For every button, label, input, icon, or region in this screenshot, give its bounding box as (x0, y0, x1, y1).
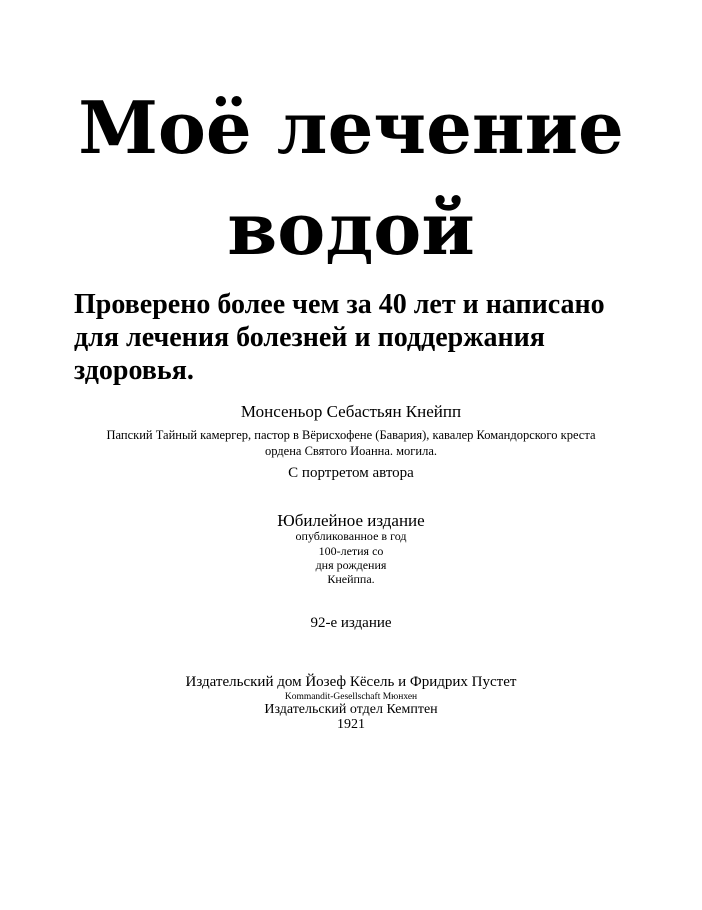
publication-year: 1921 (337, 717, 365, 732)
publisher-company: Kommandit-Gesellschaft Мюнхен (284, 692, 418, 702)
publisher-name: Издательский дом Йозеф Кёсель и Фридрих Пустет (185, 674, 517, 690)
subtitle-line-2: для лечения болезней и поддержания (74, 322, 545, 353)
title-line-1: Моё лечение (78, 85, 624, 170)
title-line-2: водой (227, 186, 475, 271)
subtitle-line-3: здоровья. (74, 355, 194, 386)
edition-number: 92-е издание (310, 615, 392, 631)
jubilee-line-4: Кнейппа. (327, 572, 375, 586)
jubilee-line-2: 100-летия со (318, 544, 384, 558)
author-titles-line-1: Папский Тайный камергер, пастор в Вёрисхофене (Бавария), кавалер Командорского креста (106, 428, 596, 442)
portrait-note: С портретом автора (288, 465, 414, 481)
author-titles-line-2: ордена Святого Иоанна. могила. (264, 444, 438, 458)
jubilee-line-1: опубликованное в год (295, 529, 407, 543)
jubilee-heading: Юбилейное издание (277, 511, 425, 530)
subtitle-line-1: Проверено более чем за 40 лет и написано (74, 289, 605, 320)
author-name: Монсеньор Себастьян Кнейпп (240, 402, 462, 421)
jubilee-line-3: дня рождения (315, 558, 387, 572)
publisher-department: Издательский отдел Кемптен (264, 702, 438, 717)
